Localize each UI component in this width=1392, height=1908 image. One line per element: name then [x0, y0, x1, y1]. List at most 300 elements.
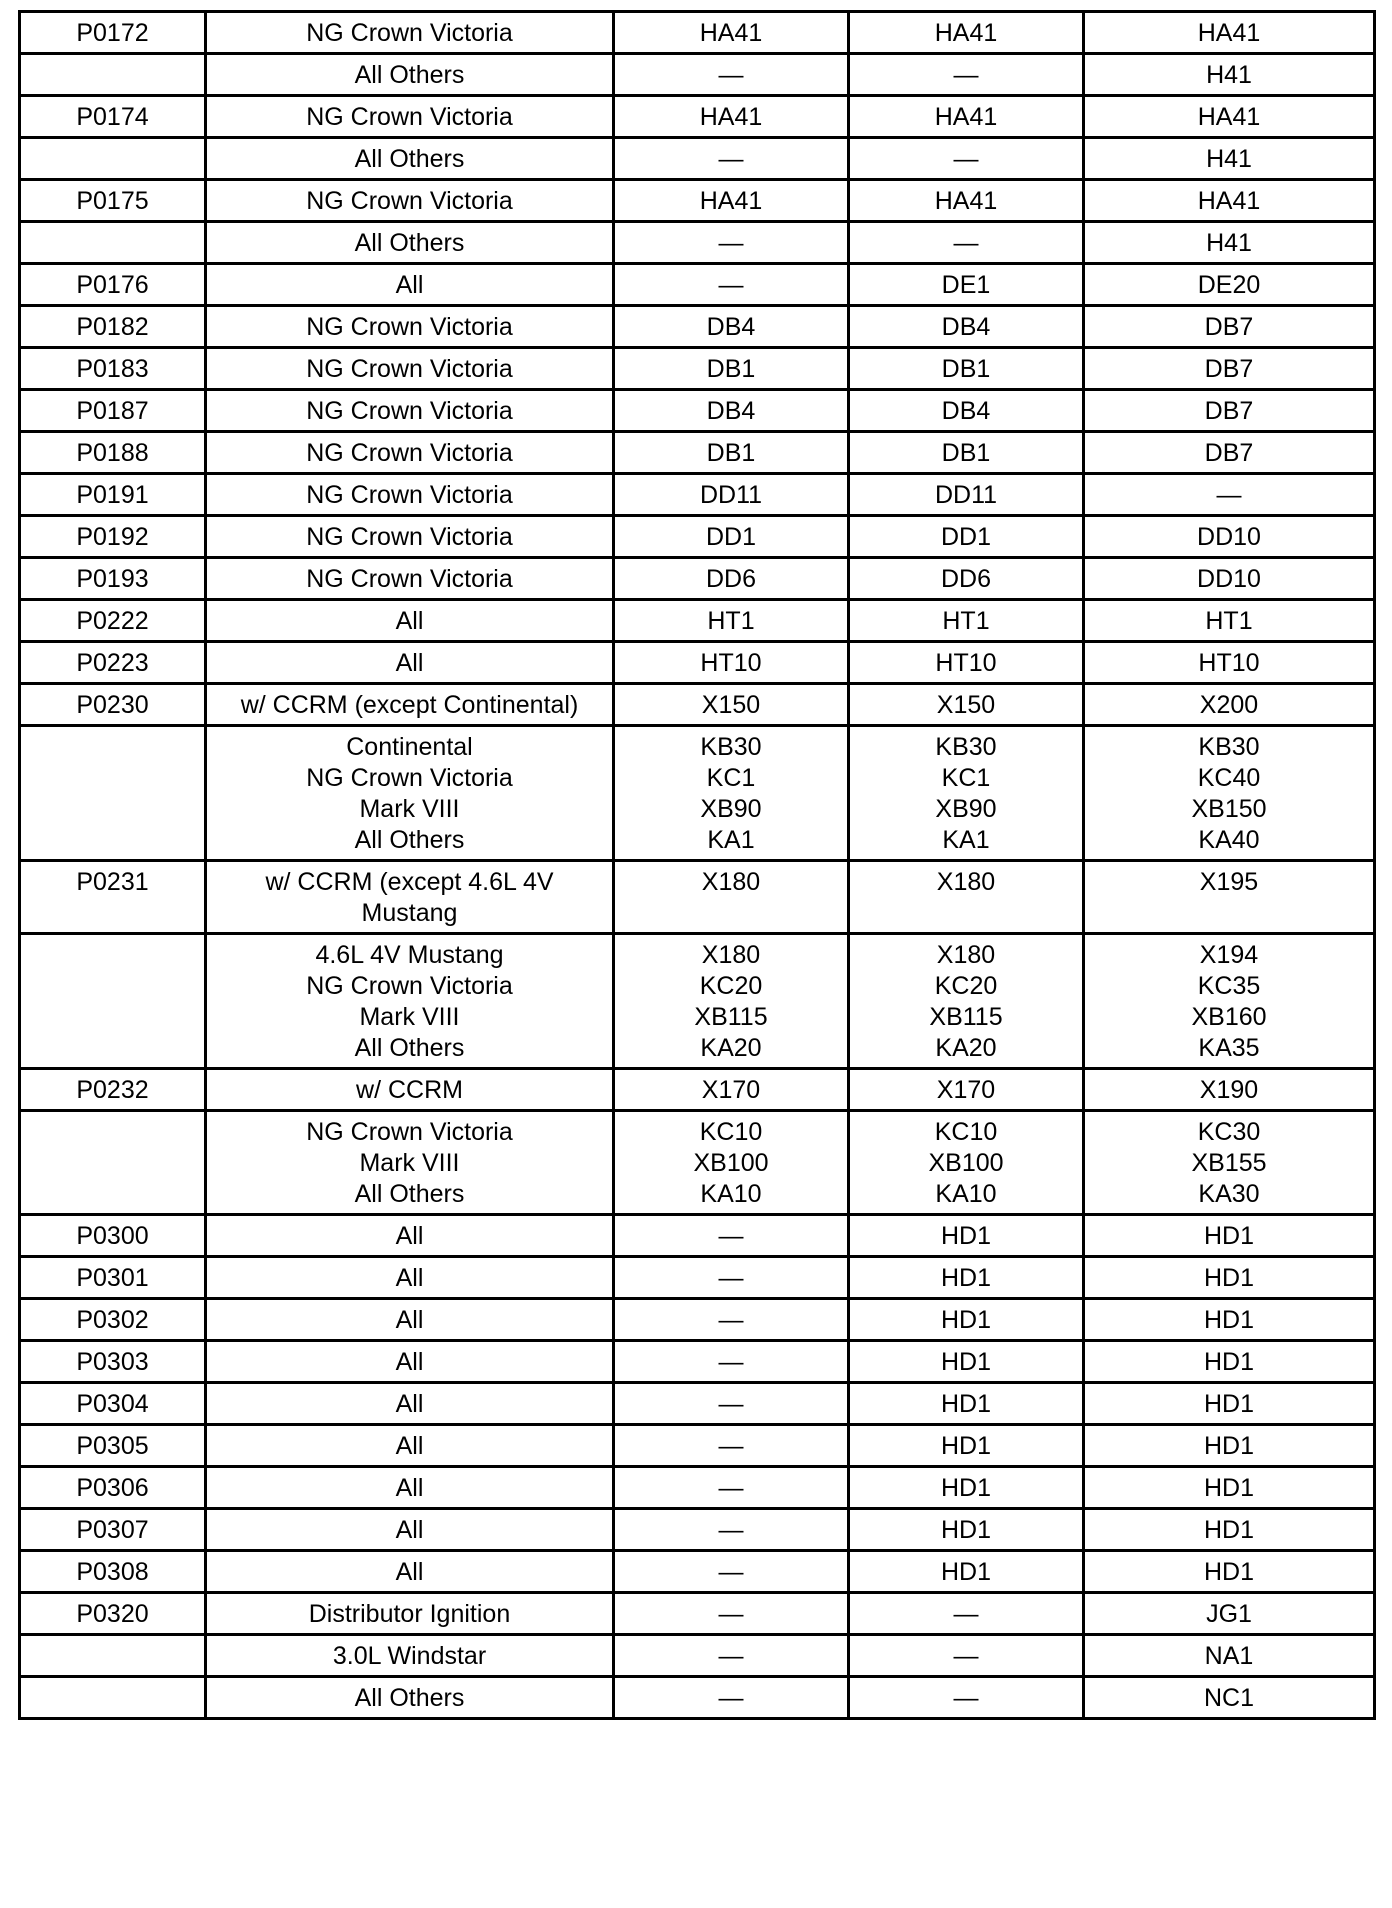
table-row: [20, 1467, 1375, 1509]
application-cell: [206, 1593, 614, 1635]
cell-line: P0223: [76, 649, 149, 677]
cell-line: NA1: [1204, 1642, 1254, 1670]
cell-line: X190: [1199, 1076, 1259, 1104]
application-cell: [206, 306, 614, 348]
value-cell-col4: [849, 432, 1084, 474]
cell-line: HT10: [1198, 649, 1260, 677]
cell-line: JG1: [1206, 1600, 1252, 1628]
value-cell-col4: [849, 1677, 1084, 1719]
cell-line: NG Crown Victoria: [306, 565, 513, 593]
cell-line: DD6: [705, 565, 756, 593]
dtc-reference-table: [18, 10, 1376, 1720]
cell-line: DB1: [706, 439, 756, 467]
table-row: [20, 1425, 1375, 1467]
cell-line: HD1: [940, 1390, 991, 1418]
value-cell-col4: [849, 726, 1084, 861]
value-cell-col3: [614, 1299, 849, 1341]
cell-line: Mark VIII: [359, 1149, 460, 1177]
dtc-code-cell: [20, 1467, 206, 1509]
cell-line: KA20: [935, 1034, 997, 1062]
cell-line: NG Crown Victoria: [306, 439, 513, 467]
cell-line: HD1: [1203, 1558, 1254, 1586]
cell-line: —: [953, 145, 979, 173]
dtc-code-cell: [20, 1341, 206, 1383]
dtc-code-cell: [20, 934, 206, 1069]
value-cell-col3: [614, 180, 849, 222]
cell-line: DB7: [1204, 397, 1254, 425]
dtc-code-cell: [20, 1299, 206, 1341]
value-cell-col3: [614, 1069, 849, 1111]
cell-line: P0176: [76, 271, 149, 299]
value-cell-col4: [849, 1467, 1084, 1509]
value-cell-col4: [849, 1111, 1084, 1215]
dtc-code-cell: [20, 600, 206, 642]
dtc-code-cell: [20, 54, 206, 96]
value-cell-col5: [1084, 474, 1375, 516]
cell-line: —: [953, 1600, 979, 1628]
cell-line: HD1: [940, 1558, 991, 1586]
value-cell-col3: [614, 684, 849, 726]
cell-line: —: [953, 1684, 979, 1712]
cell-line: All: [395, 1516, 424, 1544]
value-cell-col3: [614, 348, 849, 390]
cell-line: w/ CCRM (except 4.6L 4V: [265, 868, 554, 896]
application-cell: [206, 558, 614, 600]
cell-line: DB7: [1204, 313, 1254, 341]
value-cell-col5: [1084, 600, 1375, 642]
dtc-code-cell: [20, 861, 206, 934]
value-cell-col5: [1084, 934, 1375, 1069]
cell-line: P0305: [76, 1432, 149, 1460]
cell-line: X170: [701, 1076, 761, 1104]
application-cell: [206, 1257, 614, 1299]
cell-line: P0191: [76, 481, 149, 509]
value-cell-col3: [614, 1467, 849, 1509]
table-row: [20, 558, 1375, 600]
dtc-code-cell: [20, 138, 206, 180]
cell-line: All: [395, 1474, 424, 1502]
cell-line: HA41: [934, 103, 998, 131]
cell-line: XB90: [935, 795, 997, 823]
application-cell: [206, 1299, 614, 1341]
cell-line: All Others: [354, 1684, 465, 1712]
cell-line: Continental: [346, 733, 473, 761]
cell-line: KB30: [700, 733, 762, 761]
value-cell-col3: [614, 1509, 849, 1551]
application-cell: [206, 1551, 614, 1593]
cell-line: —: [718, 271, 744, 299]
dtc-code-cell: [20, 348, 206, 390]
cell-line: HA41: [1197, 187, 1261, 215]
value-cell-col5: [1084, 348, 1375, 390]
value-cell-col4: [849, 1257, 1084, 1299]
value-cell-col4: [849, 861, 1084, 934]
cell-line: P0222: [76, 607, 149, 635]
cell-line: All: [395, 1222, 424, 1250]
value-cell-col4: [849, 1551, 1084, 1593]
application-cell: [206, 432, 614, 474]
cell-line: KA1: [707, 826, 755, 854]
value-cell-col3: [614, 1111, 849, 1215]
value-cell-col4: [849, 54, 1084, 96]
cell-line: KA35: [1198, 1034, 1260, 1062]
application-cell: [206, 222, 614, 264]
value-cell-col3: [614, 1425, 849, 1467]
table-row: [20, 390, 1375, 432]
cell-line: —: [718, 145, 744, 173]
value-cell-col5: [1084, 1069, 1375, 1111]
cell-line: —: [718, 229, 744, 257]
value-cell-col4: [849, 1509, 1084, 1551]
cell-line: —: [718, 61, 744, 89]
cell-line: —: [718, 1348, 744, 1376]
value-cell-col5: [1084, 1215, 1375, 1257]
value-cell-col4: [849, 1425, 1084, 1467]
application-cell: [206, 390, 614, 432]
dtc-code-cell: [20, 306, 206, 348]
cell-line: HA41: [934, 19, 998, 47]
cell-line: X180: [936, 941, 996, 969]
table-row: [20, 726, 1375, 861]
application-cell: [206, 1467, 614, 1509]
cell-line: KA10: [700, 1180, 762, 1208]
cell-line: DB4: [706, 313, 756, 341]
cell-line: X150: [936, 691, 996, 719]
cell-line: HD1: [940, 1222, 991, 1250]
value-cell-col5: [1084, 684, 1375, 726]
value-cell-col5: [1084, 516, 1375, 558]
cell-line: P0183: [76, 355, 149, 383]
cell-line: —: [718, 1516, 744, 1544]
cell-line: P0192: [76, 523, 149, 551]
value-cell-col4: [849, 600, 1084, 642]
value-cell-col5: [1084, 1341, 1375, 1383]
cell-line: P0300: [76, 1222, 149, 1250]
table-row: [20, 474, 1375, 516]
cell-line: X194: [1199, 941, 1259, 969]
value-cell-col3: [614, 1551, 849, 1593]
cell-line: NG Crown Victoria: [306, 972, 513, 1000]
cell-line: P0306: [76, 1474, 149, 1502]
cell-line: KC40: [1197, 764, 1261, 792]
table-row: [20, 1593, 1375, 1635]
cell-line: NG Crown Victoria: [306, 397, 513, 425]
cell-line: 3.0L Windstar: [332, 1642, 487, 1670]
cell-line: HT10: [935, 649, 997, 677]
application-cell: [206, 1383, 614, 1425]
cell-line: XB100: [928, 1149, 1004, 1177]
cell-line: All: [395, 1432, 424, 1460]
value-cell-col5: [1084, 1635, 1375, 1677]
cell-line: NG Crown Victoria: [306, 523, 513, 551]
value-cell-col5: [1084, 180, 1375, 222]
cell-line: DD6: [940, 565, 991, 593]
cell-line: HD1: [1203, 1264, 1254, 1292]
cell-line: DB1: [706, 355, 756, 383]
value-cell-col3: [614, 1257, 849, 1299]
application-cell: [206, 1111, 614, 1215]
value-cell-col3: [614, 54, 849, 96]
cell-line: KC10: [699, 1118, 763, 1146]
cell-line: P0188: [76, 439, 149, 467]
cell-line: —: [718, 1264, 744, 1292]
value-cell-col4: [849, 684, 1084, 726]
cell-line: KB30: [1198, 733, 1260, 761]
cell-line: All: [395, 1558, 424, 1586]
cell-line: P0301: [76, 1264, 149, 1292]
application-cell: [206, 138, 614, 180]
cell-line: XB115: [694, 1003, 768, 1031]
value-cell-col4: [849, 96, 1084, 138]
value-cell-col3: [614, 642, 849, 684]
value-cell-col5: [1084, 1593, 1375, 1635]
cell-line: DD1: [940, 523, 991, 551]
value-cell-col3: [614, 96, 849, 138]
dtc-code-cell: [20, 1509, 206, 1551]
cell-line: DB4: [941, 397, 991, 425]
value-cell-col5: [1084, 558, 1375, 600]
table-row: [20, 1383, 1375, 1425]
value-cell-col5: [1084, 306, 1375, 348]
value-cell-col3: [614, 138, 849, 180]
cell-line: P0187: [76, 397, 149, 425]
cell-line: H41: [1206, 229, 1252, 257]
cell-line: XB150: [1191, 795, 1267, 823]
value-cell-col3: [614, 432, 849, 474]
cell-line: All: [395, 649, 424, 677]
value-cell-col5: [1084, 138, 1375, 180]
application-cell: [206, 180, 614, 222]
dtc-code-cell: [20, 1425, 206, 1467]
cell-line: DD1: [705, 523, 756, 551]
cell-line: DB4: [941, 313, 991, 341]
cell-line: —: [953, 229, 979, 257]
application-cell: [206, 1635, 614, 1677]
cell-line: P0303: [76, 1348, 149, 1376]
value-cell-col3: [614, 726, 849, 861]
application-cell: [206, 684, 614, 726]
table-row: [20, 1551, 1375, 1593]
value-cell-col4: [849, 138, 1084, 180]
dtc-code-cell: [20, 1069, 206, 1111]
value-cell-col3: [614, 1215, 849, 1257]
application-cell: [206, 1069, 614, 1111]
table-row: [20, 138, 1375, 180]
cell-line: X195: [1199, 868, 1259, 896]
value-cell-col4: [849, 934, 1084, 1069]
cell-line: HD1: [1203, 1222, 1254, 1250]
value-cell-col4: [849, 390, 1084, 432]
cell-line: HA41: [934, 187, 998, 215]
cell-line: X180: [701, 868, 761, 896]
value-cell-col5: [1084, 1467, 1375, 1509]
cell-line: P0174: [76, 103, 149, 131]
dtc-code-cell: [20, 1257, 206, 1299]
table-row: [20, 861, 1375, 934]
cell-line: DB7: [1204, 355, 1254, 383]
value-cell-col5: [1084, 861, 1375, 934]
cell-line: DB7: [1204, 439, 1254, 467]
cell-line: P0193: [76, 565, 149, 593]
cell-line: Distributor Ignition: [308, 1600, 511, 1628]
cell-line: P0230: [76, 691, 149, 719]
table-row: [20, 600, 1375, 642]
cell-line: P0320: [76, 1600, 149, 1628]
cell-line: P0304: [76, 1390, 149, 1418]
cell-line: DD10: [1197, 523, 1261, 551]
table-row: [20, 1635, 1375, 1677]
table-row: [20, 684, 1375, 726]
value-cell-col3: [614, 600, 849, 642]
value-cell-col4: [849, 516, 1084, 558]
dtc-code-cell: [20, 516, 206, 558]
table-row: [20, 1069, 1375, 1111]
cell-line: P0182: [76, 313, 149, 341]
cell-line: P0308: [76, 1558, 149, 1586]
cell-line: DD11: [699, 481, 763, 509]
cell-line: X200: [1199, 691, 1259, 719]
table-row: [20, 12, 1375, 54]
cell-line: KA20: [700, 1034, 762, 1062]
cell-line: P0175: [76, 187, 149, 215]
cell-line: KC30: [1197, 1118, 1261, 1146]
cell-line: HD1: [940, 1264, 991, 1292]
application-cell: [206, 348, 614, 390]
value-cell-col5: [1084, 1551, 1375, 1593]
cell-line: NG Crown Victoria: [306, 1118, 513, 1146]
cell-line: All Others: [354, 826, 465, 854]
cell-line: P0232: [76, 1076, 149, 1104]
cell-line: XB115: [929, 1003, 1003, 1031]
value-cell-col4: [849, 12, 1084, 54]
cell-line: HT1: [942, 607, 990, 635]
value-cell-col5: [1084, 1425, 1375, 1467]
value-cell-col4: [849, 1215, 1084, 1257]
application-cell: [206, 1215, 614, 1257]
cell-line: KA1: [942, 826, 990, 854]
cell-line: XB160: [1191, 1003, 1267, 1031]
cell-line: P0172: [76, 19, 149, 47]
table-row: [20, 1677, 1375, 1719]
value-cell-col5: [1084, 642, 1375, 684]
cell-line: Mustang: [361, 899, 458, 927]
table-row: [20, 1299, 1375, 1341]
cell-line: —: [953, 1642, 979, 1670]
value-cell-col5: [1084, 432, 1375, 474]
cell-line: HD1: [940, 1516, 991, 1544]
application-cell: [206, 96, 614, 138]
value-cell-col3: [614, 934, 849, 1069]
value-cell-col3: [614, 1635, 849, 1677]
value-cell-col3: [614, 516, 849, 558]
cell-line: HD1: [940, 1432, 991, 1460]
value-cell-col3: [614, 12, 849, 54]
dtc-code-cell: [20, 1215, 206, 1257]
cell-line: HD1: [1203, 1432, 1254, 1460]
cell-line: H41: [1206, 61, 1252, 89]
dtc-code-cell: [20, 264, 206, 306]
cell-line: KA10: [935, 1180, 997, 1208]
value-cell-col5: [1084, 12, 1375, 54]
cell-line: HD1: [1203, 1306, 1254, 1334]
cell-line: NG Crown Victoria: [306, 19, 513, 47]
cell-line: X180: [701, 941, 761, 969]
application-cell: [206, 642, 614, 684]
cell-line: NG Crown Victoria: [306, 103, 513, 131]
cell-line: w/ CCRM: [356, 1076, 463, 1104]
cell-line: DB1: [941, 439, 991, 467]
value-cell-col4: [849, 558, 1084, 600]
cell-line: —: [718, 1432, 744, 1460]
value-cell-col3: [614, 1383, 849, 1425]
table-row: [20, 222, 1375, 264]
dtc-code-cell: [20, 726, 206, 861]
application-cell: [206, 1677, 614, 1719]
value-cell-col3: [614, 306, 849, 348]
table-row: [20, 54, 1375, 96]
application-cell: [206, 1509, 614, 1551]
application-cell: [206, 1425, 614, 1467]
cell-line: —: [718, 1684, 744, 1712]
value-cell-col3: [614, 474, 849, 516]
cell-line: X150: [701, 691, 761, 719]
value-cell-col3: [614, 1593, 849, 1635]
value-cell-col5: [1084, 264, 1375, 306]
table-row: [20, 1257, 1375, 1299]
value-cell-col4: [849, 1383, 1084, 1425]
cell-line: All: [395, 1264, 424, 1292]
cell-line: Mark VIII: [359, 1003, 460, 1031]
application-cell: [206, 934, 614, 1069]
application-cell: [206, 54, 614, 96]
table-row: [20, 1215, 1375, 1257]
cell-line: HA41: [1197, 19, 1261, 47]
application-cell: [206, 474, 614, 516]
table-row: [20, 348, 1375, 390]
cell-line: —: [1216, 481, 1242, 509]
table-row: [20, 306, 1375, 348]
value-cell-col4: [849, 306, 1084, 348]
table-row: [20, 1509, 1375, 1551]
value-cell-col5: [1084, 54, 1375, 96]
value-cell-col5: [1084, 1257, 1375, 1299]
value-cell-col4: [849, 264, 1084, 306]
dtc-code-cell: [20, 558, 206, 600]
cell-line: DE20: [1197, 271, 1261, 299]
cell-line: NG Crown Victoria: [306, 313, 513, 341]
value-cell-col5: [1084, 1383, 1375, 1425]
table-row: [20, 180, 1375, 222]
value-cell-col5: [1084, 390, 1375, 432]
cell-line: HA41: [699, 103, 763, 131]
cell-line: XB90: [700, 795, 762, 823]
cell-line: —: [718, 1642, 744, 1670]
cell-line: All: [395, 1348, 424, 1376]
dtc-code-cell: [20, 180, 206, 222]
value-cell-col3: [614, 558, 849, 600]
cell-line: HD1: [1203, 1516, 1254, 1544]
cell-line: HT10: [700, 649, 762, 677]
value-cell-col5: [1084, 1677, 1375, 1719]
cell-line: All Others: [354, 229, 465, 257]
value-cell-col4: [849, 1299, 1084, 1341]
cell-line: —: [718, 1222, 744, 1250]
cell-line: H41: [1206, 145, 1252, 173]
cell-line: HD1: [1203, 1348, 1254, 1376]
dtc-code-cell: [20, 474, 206, 516]
value-cell-col4: [849, 348, 1084, 390]
table-row: [20, 1341, 1375, 1383]
